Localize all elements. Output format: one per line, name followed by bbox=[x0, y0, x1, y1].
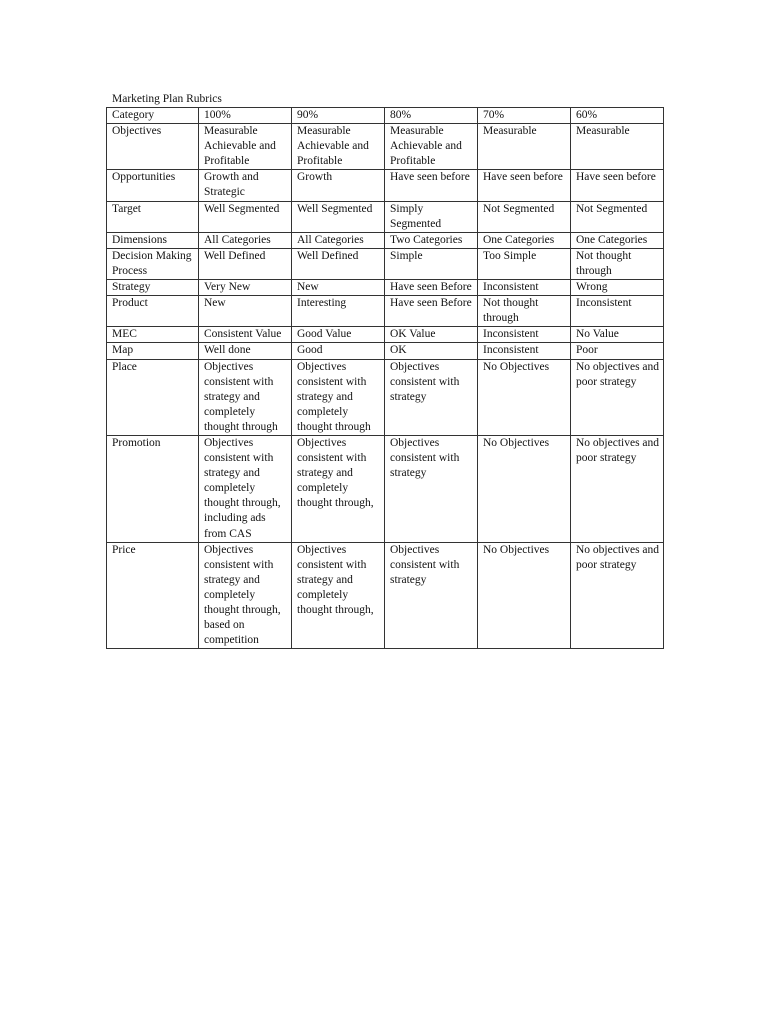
table-cell: Not thought through bbox=[478, 296, 571, 327]
table-cell: Objectives consistent with strategy and completely thought through, including ads from CAS bbox=[199, 435, 292, 542]
table-cell: Good Value bbox=[292, 327, 385, 343]
table-row-place bbox=[107, 359, 664, 435]
table-cell: Have seen before bbox=[571, 170, 664, 201]
category-cell: Objectives bbox=[107, 124, 199, 170]
table-cell: Objectives consistent with strategy and completely thought through, bbox=[292, 435, 385, 542]
table-cell: Growth and Strategic bbox=[199, 170, 292, 201]
table-cell: Have seen Before bbox=[385, 296, 478, 327]
table-cell: Objectives consistent with strategy and completely thought through, bbox=[292, 542, 385, 649]
table-cell: All Categories bbox=[292, 232, 385, 248]
table-cell: No objectives and poor strategy bbox=[571, 435, 664, 542]
table-cell: Inconsistent bbox=[478, 327, 571, 343]
rubric-table bbox=[106, 107, 664, 649]
table-cell: No Objectives bbox=[478, 359, 571, 435]
table-cell: Well done bbox=[199, 343, 292, 359]
table-row-mec bbox=[107, 327, 664, 343]
category-cell: Opportunities bbox=[107, 170, 199, 201]
table-cell: Inconsistent bbox=[478, 343, 571, 359]
table-cell: Poor bbox=[571, 343, 664, 359]
table-cell: All Categories bbox=[199, 232, 292, 248]
table-cell: Measurable Achievable and Profitable bbox=[385, 124, 478, 170]
table-cell: Simply Segmented bbox=[385, 201, 478, 232]
table-cell: No Value bbox=[571, 327, 664, 343]
table-cell: Too Simple bbox=[478, 248, 571, 279]
table-header-row bbox=[107, 108, 664, 124]
table-row-objectives bbox=[107, 124, 664, 170]
table-row-opportunities bbox=[107, 170, 664, 201]
table-row-decision-making-process bbox=[107, 248, 664, 279]
table-cell: Objectives consistent with strategy bbox=[385, 435, 478, 542]
table-cell: Inconsistent bbox=[571, 296, 664, 327]
table-cell: Objectives consistent with strategy bbox=[385, 359, 478, 435]
header-cell-70: 70% bbox=[478, 108, 571, 124]
table-row-promotion bbox=[107, 435, 664, 542]
table-cell: Have seen before bbox=[385, 170, 478, 201]
table-cell: One Categories bbox=[571, 232, 664, 248]
table-cell: Objectives consistent with strategy and completely thought through bbox=[292, 359, 385, 435]
table-cell: New bbox=[199, 296, 292, 327]
header-cell-60: 60% bbox=[571, 108, 664, 124]
table-cell: OK Value bbox=[385, 327, 478, 343]
table-cell: Measurable bbox=[478, 124, 571, 170]
table-cell: Not thought through bbox=[571, 248, 664, 279]
category-cell: Dimensions bbox=[107, 232, 199, 248]
table-row-map bbox=[107, 343, 664, 359]
table-row-dimensions bbox=[107, 232, 664, 248]
category-cell: MEC bbox=[107, 327, 199, 343]
table-cell: Interesting bbox=[292, 296, 385, 327]
table-row-product bbox=[107, 296, 664, 327]
table-cell: New bbox=[292, 280, 385, 296]
table-row-target bbox=[107, 201, 664, 232]
table-cell: Objectives consistent with strategy bbox=[385, 542, 478, 649]
table-cell: Objectives consistent with strategy and completely thought through, based on competition bbox=[199, 542, 292, 649]
table-row-strategy bbox=[107, 280, 664, 296]
table-cell: OK bbox=[385, 343, 478, 359]
table-cell: Well Segmented bbox=[199, 201, 292, 232]
table-cell: No objectives and poor strategy bbox=[571, 359, 664, 435]
table-cell: Measurable bbox=[571, 124, 664, 170]
document-title: Marketing Plan Rubrics bbox=[112, 93, 222, 105]
category-cell: Place bbox=[107, 359, 199, 435]
table-cell: Not Segmented bbox=[478, 201, 571, 232]
table-cell: Well Defined bbox=[292, 248, 385, 279]
table-cell: No Objectives bbox=[478, 542, 571, 649]
category-cell: Strategy bbox=[107, 280, 199, 296]
table-cell: Measurable Achievable and Profitable bbox=[292, 124, 385, 170]
header-cell-80: 80% bbox=[385, 108, 478, 124]
table-cell: Well Segmented bbox=[292, 201, 385, 232]
table-cell: Growth bbox=[292, 170, 385, 201]
table-cell: Inconsistent bbox=[478, 280, 571, 296]
table-row-price bbox=[107, 542, 664, 649]
table-cell: Have seen before bbox=[478, 170, 571, 201]
table-cell: Very New bbox=[199, 280, 292, 296]
category-cell: Promotion bbox=[107, 435, 199, 542]
table-cell: Not Segmented bbox=[571, 201, 664, 232]
table-cell: No objectives and poor strategy bbox=[571, 542, 664, 649]
header-cell-category: Category bbox=[107, 108, 199, 124]
table-cell: Measurable Achievable and Profitable bbox=[199, 124, 292, 170]
table-cell: Simple bbox=[385, 248, 478, 279]
category-cell: Target bbox=[107, 201, 199, 232]
table-cell: Wrong bbox=[571, 280, 664, 296]
table-cell: Consistent Value bbox=[199, 327, 292, 343]
header-cell-100: 100% bbox=[199, 108, 292, 124]
table-cell: Objectives consistent with strategy and completely thought through bbox=[199, 359, 292, 435]
table-cell: No Objectives bbox=[478, 435, 571, 542]
category-cell: Product bbox=[107, 296, 199, 327]
table-cell: Have seen Before bbox=[385, 280, 478, 296]
table-cell: Two Categories bbox=[385, 232, 478, 248]
category-cell: Decision Making Process bbox=[107, 248, 199, 279]
table-cell: One Categories bbox=[478, 232, 571, 248]
table-cell: Good bbox=[292, 343, 385, 359]
category-cell: Map bbox=[107, 343, 199, 359]
header-cell-90: 90% bbox=[292, 108, 385, 124]
category-cell: Price bbox=[107, 542, 199, 649]
table-cell: Well Defined bbox=[199, 248, 292, 279]
